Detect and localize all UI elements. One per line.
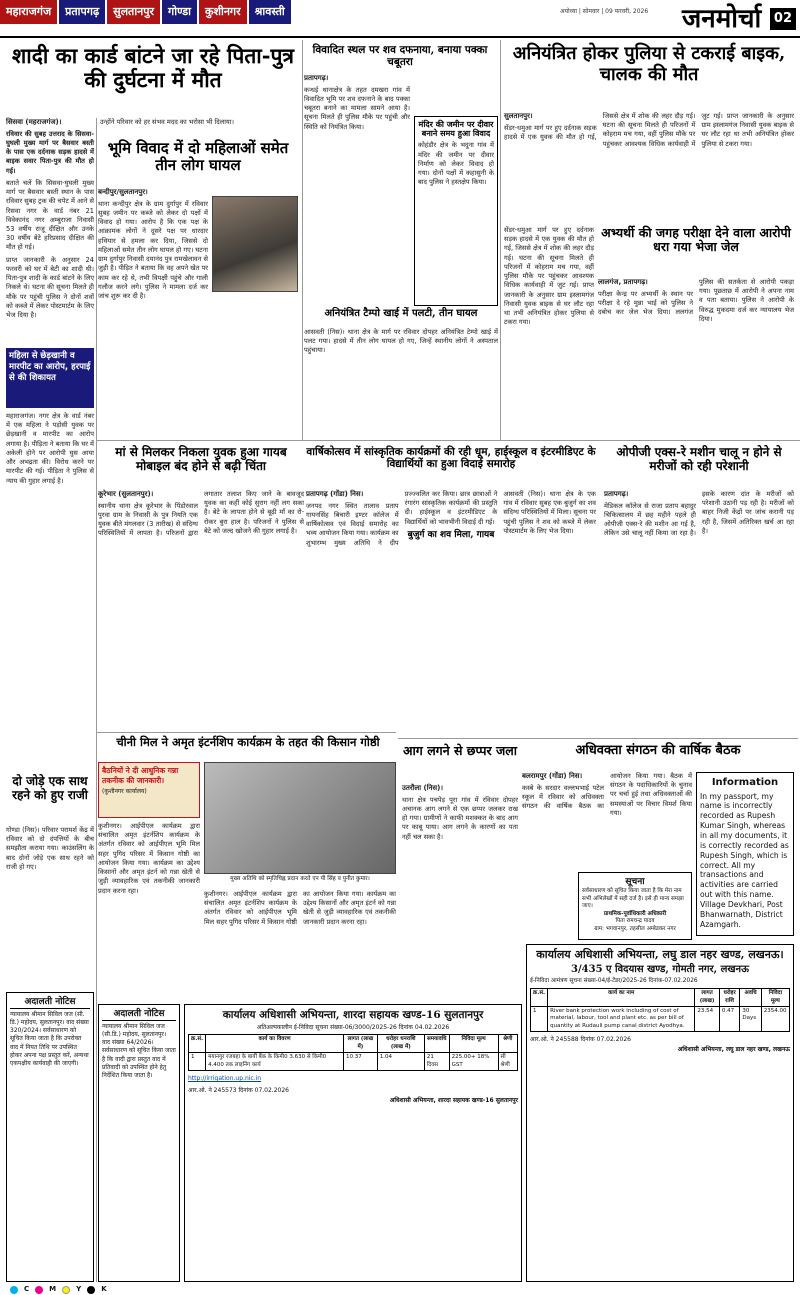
headline: अनियंत्रित होकर पुलिया से टकराई बाइक, चालक की मौत	[512, 43, 786, 85]
paragraph: कुशीनगर। आईपीएल कार्यक्रम द्वारा संचालित अमृत इंटर्नशिप कार्यक्रम के अंतर्गत रविवार को आईपीएल भूमि मिल सहर पुगिद परिसर में किसान गोष्ठी का आयोजन किया गया। कार्यक्रम का उद्देश्य किसानों और अमृत इंटर्न को गन्ना खेती से जुड़ी व्यावहारिक एवं तकनीकी जानकारी प्रदान करना रहा।	[98, 822, 200, 895]
yellow-mark-icon	[62, 1286, 70, 1294]
magenta-mark-icon	[35, 1286, 43, 1294]
notice-name: पिता रामचन्द्र यादव	[615, 918, 655, 925]
story-xray-headline	[604, 446, 794, 486]
sugar-mill-photo	[204, 762, 396, 874]
cyan-mark-icon	[10, 1286, 18, 1294]
paragraph: कन्धई थानाक्षेत्र के तहत दमखरा गांव में विवादित भूमि पर शव दफनाने के बाद पक्का चबूतरा बनाने का मामला सामने आया है। सूचना मिलते ही पुलिस मौके पर पहुंची और स्थिति को नियंत्रित किया।	[304, 85, 410, 131]
paragraph: गोण्डा (निस)। परिवार परामर्श केंद्र में रविवार को दो दंपत्तियों के बीच समझौता कराया गया। काउंसलिंग के बाद दोनों जोड़े एक साथ रहने को राजी हो गए।	[6, 826, 94, 871]
nav-tab-gonda[interactable]: गोण्डा	[162, 0, 197, 24]
table-cell: 10.37	[343, 1053, 377, 1071]
paragraph: आसवती (निस)। थाना क्षेत्र के मार्ग पर रविवार दोपहर अनियंत्रित टेम्पो खाई में पलट गया। हादसे में तीन लोग घायल हो गए, जिन्हें स्थानीय लोगों ने अस्पताल पहुंचाया।	[304, 328, 498, 355]
notice-title: अदालती नोटिस	[102, 1008, 176, 1021]
masthead-rule	[0, 36, 800, 38]
headline: मां से मिलकर निकला युवक हुआ गायब मोबाइल बंद होने से बढ़ी चिंता	[115, 445, 287, 473]
headline: विवादित स्थल पर शव दफनाया, बनाया पक्का चबूतरा	[312, 44, 488, 69]
story-missing-youth-headline	[98, 446, 304, 486]
paragraph: स्थानीय थाना क्षेत्र कूरेभार के पिंडोरवाल पुरवा ग्राम के निवासी के पुत्र नियति एक युवक बीते मंगलवार (3 तारीख) से संदिग्ध परिस्थितियों में लापता है। परिजनों द्वारा लगातार तलाश किए जाने के बावजूद युवक का कहीं कोई सुराग नहीं लग सका है। बेटे के लापता होने से बूढ़ी माँ का रो-रोकर बुरा हाल है। परिजनों ने पुलिस से बेटे को जल्द खोजने की गुहार लगाई है।	[98, 490, 304, 538]
table-cell: 1	[189, 1053, 206, 1071]
tender-title: कार्यालय अधिशासी अभियन्ता, लघु डाल नहर खण्ड, लखनऊ।	[536, 948, 784, 961]
page-number: 02	[770, 8, 796, 30]
strip-label: C	[24, 1285, 30, 1294]
paragraph: कोहंडौर क्षेत्र के भदुना गांव में मंदिर की जमीन पर दीवार निर्माण को लेकर विवाद हो गया। दोनों पक्षों में कहासुनी के बाद पुलिस ने हस्तक्षेप किया।	[418, 141, 494, 187]
tender-sign: अधिशासी अभियन्ता, शारदा सहायक खण्ड-16 सुलतानपुर	[389, 1097, 518, 1105]
court-notice-2	[98, 1004, 180, 1282]
headline: वार्षिकोत्सव में सांस्कृतिक कार्यक्रमों की रही धूम, हाईस्कूल व इंटरमीडिएट के विद्यार्थियों का हुआ विदाई समारोह	[306, 446, 596, 471]
story-exam-headline	[598, 226, 794, 274]
headline: आग लगने से छप्पर जला	[403, 743, 517, 758]
notice-body: In my passport, my name is incorrectly recorded as Rupesh Kumar Singh, whereas in all my documents, it is correctly recorded as Rupesh Singh, which is correct. All my transactions and activities are carried out with this name. Village Devkhari, Post Bhanwarnath, District Azamgarh.	[700, 791, 789, 929]
masthead	[560, 2, 800, 34]
story-bike-crash-cont	[504, 226, 594, 418]
tender-notice-sharda	[184, 1004, 522, 1282]
notice-body: न्यायालय श्रीमान सिविल जज (सी. डि.) महोदय, सुलतानपुर। वाद संख्या 320/2024। सर्वसाधारण को सूचित किया जाता है कि उपरोक्त वाद में नियत तिथि पर उपस्थित होकर अपना पक्ष प्रस्तुत करें, अन्यथा एकपक्षीय कार्यवाही की जाएगी।	[10, 1011, 89, 1067]
tender-link[interactable]: http://irrigation.up.nic.in	[188, 1074, 262, 1082]
headline: अधिवक्ता संगठन की वार्षिक बैठक	[575, 743, 741, 758]
table-row	[189, 1053, 518, 1071]
row-rule	[300, 440, 800, 441]
dateline: प्रतापगढ़।	[604, 490, 629, 498]
column-header: लागत (लाख में)	[343, 1035, 377, 1053]
story-annual-function-body	[306, 490, 596, 650]
story-fire-headline	[402, 744, 518, 780]
divider	[96, 440, 302, 441]
story-tempo-headline	[304, 308, 498, 326]
story-burial-headline	[304, 44, 496, 72]
notice-body: सर्वसाधारण को सूचित किया जाता है कि मेरा नाम सभी अभिलेखों में सही दर्ज है। इसे ही मान्य समझा जाए।	[582, 888, 684, 910]
column-rule	[302, 40, 303, 440]
table-cell: सी श्रेणी	[498, 1053, 517, 1071]
court-notice-1	[6, 992, 94, 1282]
tender-subline: अतिअल्पकालीन ई-निविदा सूचना संख्या-06/3000/2025-26 दिनांक 04.02.2026	[256, 1024, 450, 1032]
dateline: प्रतापगढ़।	[304, 74, 329, 82]
tender-ro: आर.ओ. ने 245588 दिनांक 07.02.2026	[530, 1036, 631, 1044]
paragraph: आसवती (निस)। थाना क्षेत्र के एक गांव में रविवार सुबह एक बुजुर्ग का शव संदिग्ध परिस्थितियों में मिला। सूचना पर पहुंची पुलिस ने शव को कब्जे में लेकर पोस्टमार्टम के लिए भेज दिया।	[503, 490, 596, 535]
nav-tab-maharajganj[interactable]: महाराजगंज	[0, 0, 57, 24]
quote: बैठनियों ने दी आधुनिक गन्ना तकनीक की जानकारी।	[102, 766, 179, 786]
story-tempo-body	[304, 328, 498, 428]
dateline: लालगंज, प्रतापगढ़।	[598, 278, 648, 286]
dateline: बन्दीपुर/सुलतानपुर।	[98, 188, 148, 196]
column-header: क्र.सं.	[189, 1035, 206, 1053]
sidebar-molestation-body	[6, 412, 94, 652]
tender-table	[188, 1034, 518, 1071]
temple-land-box	[414, 116, 498, 306]
strip-label: M	[49, 1285, 57, 1294]
paragraph: कस्बे के सरदार वल्लभभाई पटेल स्कूल में रविवार को अधिवक्ता संगठन की वार्षिक बैठक का आयोजन किया गया। बैठक में संगठन के पदाधिकारियों के चुनाव पर चर्चा हुई तथा अधिवक्ताओं की समस्याओं पर विचार विमर्श किया गया।	[522, 772, 692, 817]
column-header: क्र.सं.	[531, 989, 548, 1007]
paragraph: प्राप्त जानकारी के अनुसार 24 फरवरी को घर में बेटी का शादी थी। पिता-पुत्र शादी के कार्ड बांटने के लिए निकले थे। घटना की सूचना मिलते ही मौके पर पहुंची पुलिस ने दोनों शवों को कब्जे में लेकर पोस्टमार्टम के लिए भेज दिया है।	[6, 255, 94, 319]
nav-tab-pratapgarh[interactable]: प्रतापगढ़	[59, 0, 105, 24]
table-cell: 225.00+ 18% GST	[449, 1053, 498, 1071]
tender-sign: अधिशासी अभियन्ता, लघु डाल नहर खण्ड, लखनऊ	[677, 1046, 790, 1054]
paragraph: थाना क्षेत्र पचपेड़ पूरा गांव में रविवार दोपहर अचानक आग लगने से एक छप्पर जलकर राख हो गया। ग्रामीणों ने काफी मशक्कत के बाद आग पर काबू पाया। आग लगने के कारणों का पता नहीं चल सका है।	[402, 795, 518, 841]
color-registration-strip	[0, 1285, 800, 1295]
story-land-dispute-headline	[98, 140, 298, 184]
column-header: श्रेणी	[498, 1035, 517, 1053]
paragraph: सेंडर-धमुआ मार्ग पर हुए दर्दनाक सड़क हादसे में एक युवक की मौत हो गई, जिससे क्षेत्र में शोक की लहर दौड़ गई। घटना की सूचना मिलते ही परिजनों में कोहराम मच गया, वहीं पुलिस मौके पर पहुंचकर आवश्यक विधिक कार्यवाही में जुट गई। प्राप्त जानकारी के अनुसार ग्राम इस्लामगंज निवासी युवक बाइक से घर लौट रहा था तभी अनियंत्रित होकर पुलिया से टकरा गया।	[504, 112, 794, 148]
story-sugar-mill-body	[98, 822, 200, 992]
dateline: प्रतापगढ़ (गोंडा) निस।	[306, 490, 364, 498]
table-cell: 1	[531, 1007, 548, 1032]
headline: अनियंत्रित टैम्पो खाई में पलटी, तीन घायल	[324, 308, 478, 319]
paragraph: सेंडर-धमुआ मार्ग पर हुए दर्दनाक सड़क हादसे में एक युवक की मौत हो गई, जिससे क्षेत्र में शोक की लहर दौड़ गई। घटना की सूचना मिलते ही परिजनों में कोहराम मच गया, वहीं पुलिस मौके पर पहुंचकर आवश्यक विधिक कार्यवाही में जुट गई। प्राप्त जानकारी के अनुसार ग्राम इस्लामगंज निवासी युवक बाइक से घर लौट रहा था तभी अनियंत्रित होकर पुलिया से टकरा गया।	[504, 226, 594, 327]
story-fire-body	[402, 784, 518, 984]
nav-tab-sultanpur[interactable]: सुलतानपुर	[107, 0, 160, 24]
notice-body: न्यायालय श्रीमान सिविल जज (सी.डि.) महोदय, सुलतानपुर। वाद संख्या 64/2026। सर्वसाधारण को सूचित किया जाता है कि वादी द्वारा प्रस्तुत वाद में प्रतिवादी को उपस्थित होने हेतु निर्देशित किया जाता है।	[102, 1023, 176, 1079]
notice-title: अदालती नोटिस	[10, 996, 90, 1009]
paragraph: मेडिकल कॉलेज से राजा प्रताप बहादुर चिकित्सालय में छह महीने पहले ही ओपीजी एक्स-रे की मशीन आ गई है, लेकिन उसे चालू नहीं किया जा रहा है। इसके कारण दांत के मरीजों को परेशानी उठानी पड़ रही है। मरीजों को बाहर निजी केंद्रों पर जांच करानी पड़ रही है, जिसमें अतिरिक्त खर्च आ रहा है।	[604, 490, 794, 538]
table-cell: 1.04	[377, 1053, 424, 1071]
story-wedding-accident	[6, 44, 300, 114]
tender-title: कार्यालय अधिशासी अभियन्ता, शारदा सहायक खण्ड-16 सुलतानपुर	[222, 1009, 484, 1021]
masthead-date: अयोध्या | सोमवार | 09 फरवरी, 2026	[560, 8, 649, 15]
nav-tab-kushinagar[interactable]: कुशीनगर	[199, 0, 247, 24]
column-header: धरोहर धनराशि (लाख में)	[377, 1035, 424, 1053]
story-annual-function-headline	[306, 446, 596, 486]
story-sugar-mill-headline	[98, 736, 398, 758]
notice-title: सूचना	[625, 877, 645, 887]
table-cell: मयानगुर रजबहा के बायीं बैंक के किमी0 3.630 से किमी0 4.400 तक लाइनिंग कार्य	[206, 1053, 344, 1071]
tender-table	[530, 988, 790, 1032]
sidebar-headline: महिला से छेड़खानी व मारपीट का आरोप, हरपाई से की शिकायत	[9, 351, 91, 384]
paragraph: महाराजगंज। नगर क्षेत्र के वार्ड नंबर में एक महिला ने पड़ोसी युवक पर छेड़खानी व मारपीट का आरोप लगाया है। पीड़िता ने बताया कि घर में अकेली होने पर आरोपी घुस आया और अभद्रता की। विरोध करने पर मारपीट की गई। पीड़िता ने पुलिस से न्याय की गुहार लगाई है।	[6, 412, 94, 485]
table-cell: 0.47	[719, 1007, 740, 1032]
lead: रविवार की सुबह उत्तराद के सिसवा-घुघली मुख्य मार्ग पर बैसवार बस्ती के पास एक दर्दनाक सड़क हादसे में बाइक सवार पिता-पुत्र की मौत हो गई।	[6, 129, 94, 175]
tender-ro: आर.ओ. ने 245573 दिनांक 07.02.2026	[188, 1087, 289, 1095]
divider	[96, 732, 396, 733]
headline: शादी का कार्ड बांटने जा रहे पिता-पुत्र की दुर्घटना में मौत	[12, 43, 294, 93]
tender-address: 3/435 ए विदयास खण्ड, गोमती नगर, लखनऊ	[571, 963, 749, 975]
column-header: कार्य का नाम	[548, 989, 695, 1007]
table-cell: 30 Days	[740, 1007, 761, 1032]
information-notice	[696, 772, 794, 936]
paragraph: थाना कन्दीपुर क्षेत्र के ग्राम दुर्गापुर में रविवार सुबह जमीन पर कब्जे को लेकर दो पक्षों में विवाद हो गया। आरोप है कि एक पक्ष के आक्रामक लोगों ने दूसरे पक्ष पर धारदार हथियार से हमला कर दिया, जिससे दो महिलाओं समेत तीन लोग घायल हो गए। घटना ग्राम दुर्गापुर निवासी दयानंद पुत्र रामखेलावन से जुड़ी है। पीड़ित ने बताया कि वह अपने खेत पर काम कर रहे थे, तभी विपक्षी पहुंचे और गाली गलौज करने लगे। पुलिस ने मामला दर्ज कर जांच शुरू कर दी है।	[98, 199, 208, 300]
column-rule	[96, 118, 97, 1282]
story-wedding-accident-tail	[100, 118, 300, 132]
black-mark-icon	[87, 1286, 95, 1294]
photo-caption: मुख्य अतिथि को स्मृतिचिह्न प्रदान करते एन पी सिंह व युनीत कुमार।	[230, 876, 370, 882]
story-exam-body	[598, 278, 794, 418]
column-header: निविदा मूल्य	[449, 1035, 498, 1053]
table-cell: 23.54	[695, 1007, 720, 1032]
headline: अभ्यर्थी की जगह परीक्षा देने वाला आरोपी धरा गया भेजा जेल	[601, 225, 791, 255]
paragraph: उन्होंने परिवार को हर संभव मदद का भरोसा भी दिलाया।	[100, 118, 234, 126]
headline: चीनी मिल ने अमृत इंटर्नशिप कार्यक्रम के तहत की किसान गोष्ठी	[116, 735, 380, 749]
story-lawyers-headline	[522, 744, 794, 768]
column-header: निविदा मूल्य	[761, 989, 789, 1007]
column-header: अवधि	[740, 989, 761, 1007]
strip-label: Y	[76, 1285, 82, 1294]
nav-tab-shravasti[interactable]: श्रावस्ती	[249, 0, 291, 24]
column-header: धरोहर राशि	[719, 989, 740, 1007]
story-burial-body	[304, 74, 410, 304]
paragraph: परीक्षा केन्द्र पर अभ्यर्थी के स्थान पर परीक्षा दे रहे मुन्ना भाई को पुलिस ने दबोच कर जेल भेज दिया। ललगंज पुलिस की सतर्कता से आरोपी पकड़ा गया। पूछताछ में आरोपी ने अपना नाम व पता बताया। पुलिस ने आरोपी के विरुद्ध मुकदमा दर्ज कर न्यायालय भेज दिया।	[598, 278, 794, 323]
table-cell: 21 दिवस	[424, 1053, 449, 1071]
story-bike-crash-headline	[504, 44, 794, 108]
injured-woman-photo	[212, 196, 298, 292]
sub-headline: बुजुर्ग का शव मिला, गायब	[407, 529, 495, 540]
paragraph: कुशीनगर। आईपीएल कार्यक्रम द्वारा संचालित अमृत इंटर्नशिप कार्यक्रम के अंतर्गत रविवार को आईपीएल भूमि मिल सहर पुगिद परिसर में किसान गोष्ठी का आयोजन किया गया। कार्यक्रम का उद्देश्य किसानों और अमृत इंटर्न को गन्ना खेती से जुड़ी व्यावहारिक एवं तकनीकी जानकारी प्रदान करना रहा।	[204, 890, 396, 926]
story-lawyers-body	[522, 772, 692, 868]
tender-notice-lucknow	[526, 944, 794, 1282]
suchna-notice	[578, 872, 692, 940]
sugar-mill-quote-box	[98, 762, 200, 818]
story-land-dispute-body	[98, 188, 208, 438]
story-missing-youth-body	[98, 490, 304, 730]
quote-source: (कुशीनगर कार्यालय)	[102, 788, 147, 796]
story-wedding-accident-body	[6, 118, 94, 319]
dateline: उतरौला (निस)।	[402, 784, 443, 792]
sidebar-molestation-box	[6, 348, 94, 408]
column-header: कार्य का विवरण	[206, 1035, 344, 1053]
notice-title: Information	[711, 777, 779, 788]
story-xray-body	[604, 490, 794, 650]
column-header: समयावधि	[424, 1035, 449, 1053]
dateline: बलरामपुर (गोंडा) निस।	[522, 772, 583, 780]
dateline: कूरेभार (सुलतानपुर)।	[98, 490, 154, 498]
notice-sign: प्राथमिक-पूर्वाधिकारी अधिकारी	[603, 910, 667, 917]
section-nav	[0, 0, 390, 24]
table-cell: 2354.00	[761, 1007, 789, 1032]
notice-address: ग्राम: भगवानपुर, तहसील अम्बेडकर नगर	[594, 925, 676, 932]
table-row	[531, 1007, 790, 1032]
column-header: लागत (लाख)	[695, 989, 720, 1007]
headline: दो जोड़े एक साथ रहने को हुए राजी	[12, 774, 88, 802]
paragraph: बताते चलें कि सिसवा-घुघली मुख्य मार्ग पर बैसवार बस्ती स्थान के पास रविवार सुबह ट्रक की चपेट में आने से रिसवा नगर के वार्ड नंबर 21 विवेकानंद नगर अम्बुराजा निवासी 53 वर्षीय राजू दीक्षित और उनके 30 वर्षीय बेटे हरिप्रसाद दीक्षित की मौत हो गई।	[6, 178, 94, 252]
strip-label: K	[101, 1285, 107, 1294]
story-couples-body	[6, 826, 94, 986]
row-rule	[398, 738, 798, 739]
story-couples-headline	[6, 775, 94, 825]
paragraph: जनपद नगर स्थित तालाव प्रताप गायनसिंह बिचारी इण्टर कॉलेज में वार्षिकोत्सव एवं विदाई समारोह का भव्य आयोजन किया गया। कार्यक्रम का शुभारम्भ मुख्य अतिथि ने दीप प्रज्ज्वलित कर किया। छात्र छात्राओं ने रंगारंग सांस्कृतिक कार्यक्रमों की प्रस्तुति दी। हाईस्कूल व इंटरमीडिएट के विद्यार्थियों को भावभीनी विदाई दी गई।	[306, 490, 498, 547]
headline: भूमि विवाद में दो महिलाओं समेत तीन लोग घायल	[107, 139, 289, 175]
story-sugar-mill-cont	[204, 890, 396, 990]
story-bike-crash-body	[504, 112, 794, 220]
box-headline: मंदिर की जमीन पर दीवार बनाने समय हुआ विवाद	[418, 119, 494, 139]
headline: ओपीजी एक्स-रे मशीन चालू न होने से मरीजों को रही परेशानी	[616, 445, 782, 473]
dateline: सिसवा (महराजगंज)।	[6, 118, 62, 126]
column-rule	[500, 40, 501, 440]
masthead-logo: जनमोर्चा	[682, 4, 762, 34]
tender-subline: ई-निविदा आमंत्रण सूचना संख्या-04/ई-टेंडर/2025-26 दिनांक-07.02.2026	[530, 978, 698, 985]
dateline: सुलतानपुर।	[504, 112, 533, 120]
table-cell: River bank protection work including of cost of material, labour, tool and plant etc. as per bill of quantity at Rudauli pump canal district Ayodhya.	[548, 1007, 695, 1032]
